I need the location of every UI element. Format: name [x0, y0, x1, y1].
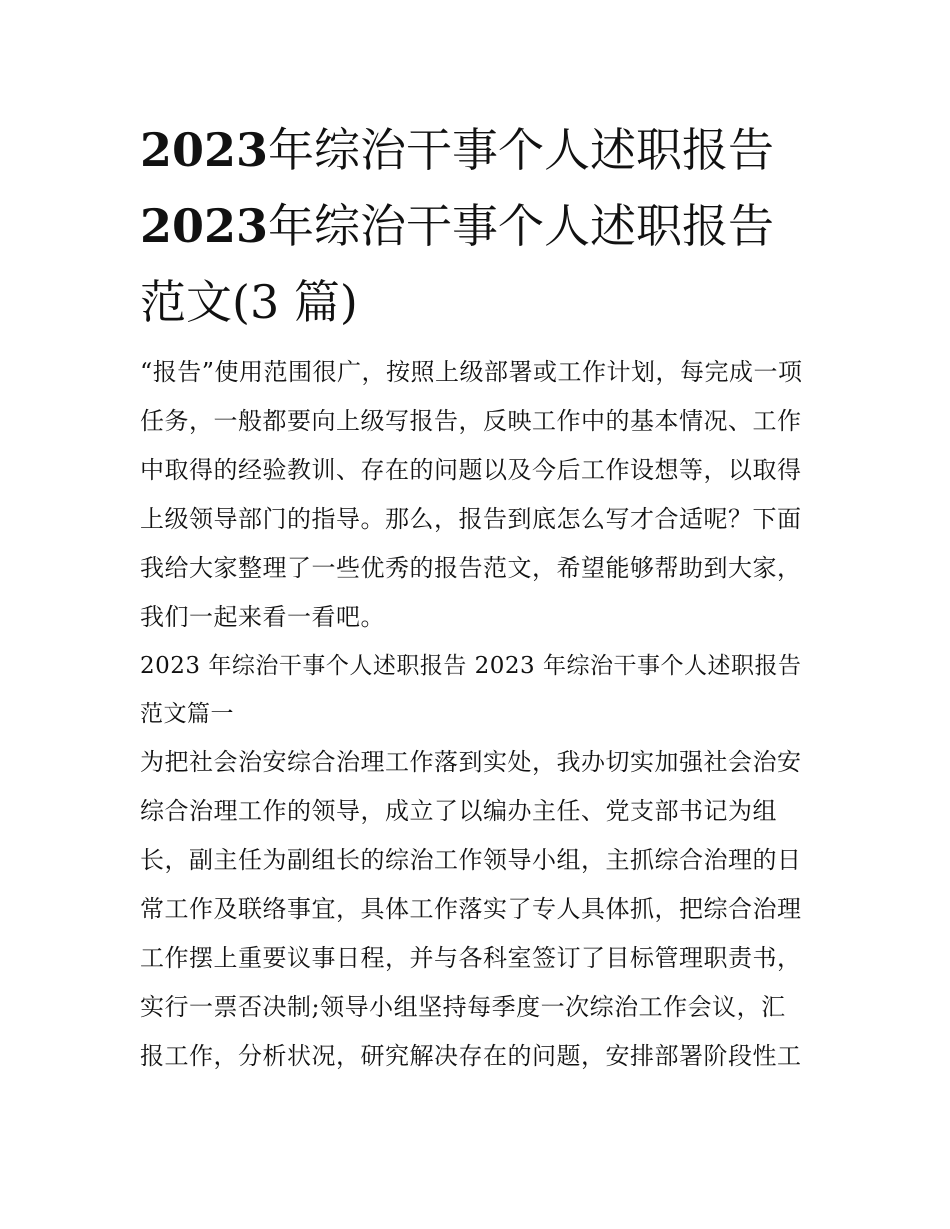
paragraph-line: 我给大家整理了一些优秀的报告范文，希望能够帮助到大家， — [140, 554, 802, 582]
paragraph-line: “报告”使用范围很广，按照上级部署或工作计划，每完成一项 — [140, 358, 803, 386]
title-text: 年综治干事个人述职报告 — [268, 123, 775, 177]
section-heading-line: 范文篇一 — [140, 701, 234, 727]
paragraph-line: 为把社会治安综合治理工作落到实处，我办切实加强社会治安 — [140, 748, 802, 776]
title-year: 2023 — [140, 199, 269, 253]
body-paragraph — [140, 738, 812, 1081]
title-text: 年综治干事个人述职报告 — [268, 199, 775, 253]
paragraph-line: 常工作及联络事宜，具体工作落实了专人具体抓，把综合治理 — [140, 895, 802, 923]
title-line-2 — [140, 188, 812, 264]
title-line-1 — [140, 112, 812, 188]
paragraph-line: 上级领导部门的指导。那么，报告到底怎么写才合适呢？下面 — [140, 505, 802, 533]
paragraph-line: 综合治理工作的领导，成立了以编办主任、党支部书记为组 — [140, 797, 777, 825]
section-heading-line: 2023 年综治干事个人述职报告 2023 年综治干事个人述职报告 — [140, 653, 802, 679]
paragraph-line: 工作摆上重要议事日程，并与各科室签订了目标管理职责书， — [140, 944, 802, 972]
title-text: 范文(3 篇) — [140, 275, 358, 329]
title-line-3 — [140, 264, 812, 340]
title-year: 2023 — [140, 123, 269, 177]
paragraph-line: 报工作，分析状况，研究解决存在的问题，安排部署阶段性工 — [140, 1042, 802, 1070]
paragraph-line: 中取得的经验教训、存在的问题以及今后工作设想等，以取得 — [140, 456, 802, 484]
document-title — [140, 112, 812, 340]
intro-paragraph — [140, 348, 812, 642]
paragraph-line: 任务，一般都要向上级写报告，反映工作中的基本情况、工作 — [140, 407, 802, 435]
paragraph-line: 长，副主任为副组长的综治工作领导小组，主抓综合治理的日 — [140, 846, 802, 874]
paragraph-line: 我们一起来看一看吧。 — [140, 603, 385, 631]
section-heading — [140, 642, 812, 738]
paragraph-line: 实行一票否决制;领导小组坚持每季度一次综治工作会议，汇 — [140, 993, 786, 1021]
document-page — [140, 112, 812, 1081]
